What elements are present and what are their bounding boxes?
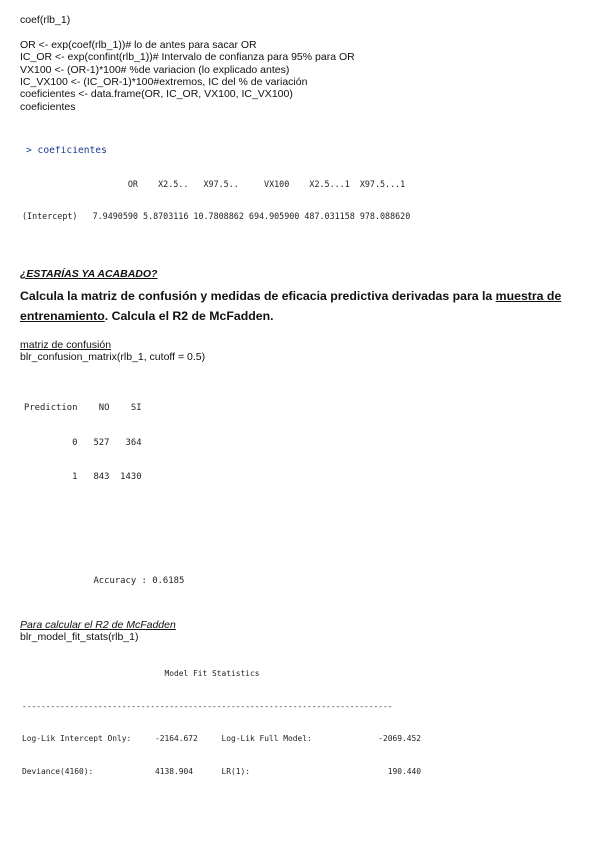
code-line: coeficientes (20, 100, 76, 113)
console-screenshot-confusion (20, 380, 260, 594)
output-line: Prediction NO SI (24, 403, 142, 413)
code-line: blr_model_fit_stats(rlb_1) (20, 631, 139, 644)
code-line-blank (20, 26, 580, 38)
confusion-output (20, 380, 260, 594)
fit-stats-output (20, 647, 582, 781)
code-line: VX100 <- (OR-1)*100# %de variacion (lo explicado antes) (20, 63, 290, 76)
code-line: coef(rlb_1) (20, 14, 71, 26)
mcfadden-section (20, 619, 176, 644)
console-screenshot-fit-stats (20, 647, 582, 781)
output-line: 0 527 364 (24, 437, 142, 448)
task-text-end: . Calcula el R2 de McFadden. (104, 309, 274, 323)
section-title: matriz de confusión (20, 339, 112, 351)
blank-line (24, 507, 260, 519)
output-line: Deviance(4160): 4138.904 LR(1): 190.440 (22, 766, 422, 776)
section-title: Para calcular el R2 de McFadden (20, 619, 176, 631)
output-line: 1 843 1430 (24, 472, 142, 482)
console-coef-table (20, 157, 582, 242)
console-screenshot-coeficientes (20, 146, 582, 242)
fit-stats-title: Model Fit Statistics (22, 668, 260, 678)
fit-stats-rule: ------------------------------------------------------------------------------ (22, 701, 393, 711)
blank-line (24, 541, 260, 553)
output-line: Log-Lik Intercept Only: -2164.672 Log-Lik Full Model: -2069.452 (22, 734, 422, 744)
output-line: Accuracy : 0.6185 (24, 575, 185, 586)
code-line: IC_OR <- exp(confint(rlb_1))# Intervalo de confianza para 95% para OR (20, 51, 355, 64)
task-paragraph (20, 286, 580, 326)
table-header: OR X2.5.. X97.5.. VX100 X2.5...1 X97.5...1 (22, 178, 406, 189)
code-block-coeficientes (20, 14, 580, 113)
code-line: IC_VX100 <- (IC_OR-1)*100#extremos, IC del % de variación (20, 76, 308, 89)
code-line: coeficientes <- data.frame(OR, IC_OR, VX100, IC_VX100) (20, 88, 293, 101)
question-heading: ¿ESTARÍAS YA ACABADO? (20, 268, 158, 280)
code-line: blr_confusion_matrix(rlb_1, cutoff = 0.5) (20, 351, 206, 364)
confusion-section (20, 339, 205, 364)
task-underlined: muestra de entrenamiento (20, 289, 562, 323)
task-text: Calcula la matriz de confusión y medidas de eficacia predictiva derivadas para la (20, 289, 496, 303)
console-prompt: > coeficientes (26, 146, 107, 156)
table-row: (Intercept) 7.9490590 5.8703116 10.7808862 694.905900 487.031158 978.088620 (22, 211, 411, 222)
code-line: OR <- exp(coef(rlb_1))# lo de antes para sacar OR (20, 38, 257, 51)
